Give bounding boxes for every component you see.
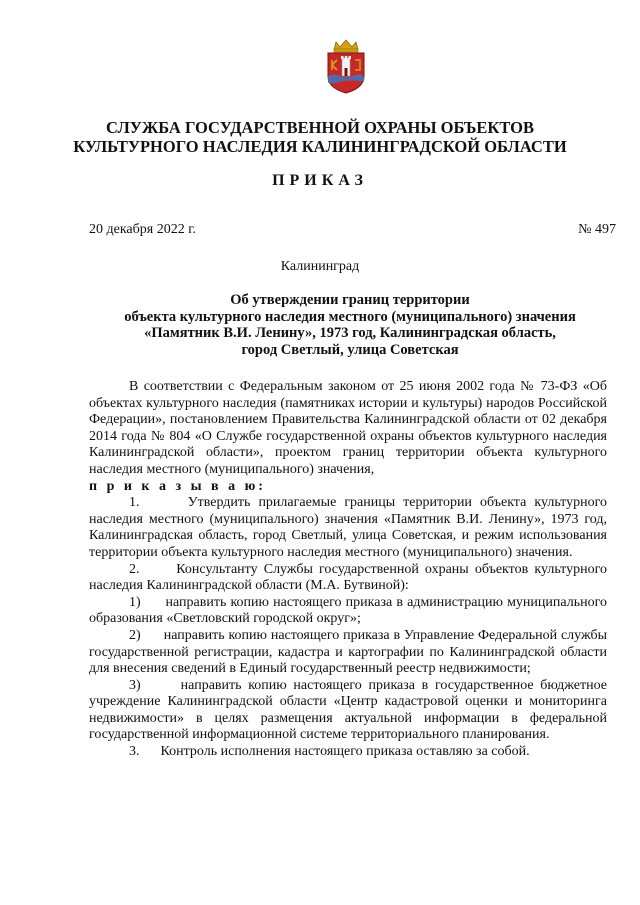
order-item: 1. Утвердить прилагаемые границы территории объекта культурного наследия местного (муниципального) значения «Памятник В.И. Ленину», 1973 год, Калининградская область, город Светлый, улица Советская, и режим использования территории объекта культурного наследия местного (муниципального) значения. xyxy=(89,495,607,560)
kaliningrad-coat-of-arms-icon xyxy=(322,38,370,94)
subject-line: Об утверждении границ территории xyxy=(230,292,470,308)
order-item: 2. Консультанту Службы государственной охраны объектов культурного наследия Калининградской области (М.А. Бутвиной): xyxy=(89,561,607,594)
document-subject xyxy=(100,292,600,358)
document-body xyxy=(89,379,607,761)
document-number: № 497 xyxy=(578,222,616,237)
agency-name-line1: СЛУЖБА ГОСУДАРСТВЕННОЙ ОХРАНЫ ОБЪЕКТОВ xyxy=(105,118,534,137)
preamble-paragraph xyxy=(89,379,607,479)
order-subitem: 3) направить копию настоящего приказа в государственное бюджетное учреждение Калининградской области «Центр кадастровой оценки и мониторинга недвижимости» в целях размещения актуальной информации в федеральной государственной информационной системе территориального планирования. xyxy=(89,677,607,743)
order-word: п р и к а з ы в а ю: xyxy=(89,478,266,494)
subject-line: объекта культурного наследия местного (муниципального) значения xyxy=(124,308,576,325)
order-subitem: 2) направить копию настоящего приказа в Управление Федеральной службы государственной регистрации, кадастра и картографии по Калининградской области для внесения сведений в Единый государственный реестр недвижимости; xyxy=(89,627,607,677)
order-subitem: 1) направить копию настоящего приказа в администрацию муниципального образования «Светловский городской округ»; xyxy=(89,594,607,627)
preamble-text: В соответствии с Федеральным законом от 25 июня 2002 года № 73-ФЗ «Об объектах культурного наследия (памятниках истории и культуры) народов Российской Федерации», постановлением Правительства Калининградской области от 02 декабря 2014 года № 804 «О Службе государственной охраны объектов культурного наследия Калининградской области», проектом границ территории объекта культурного наследия местного (муниципального) значения, xyxy=(89,379,607,477)
document-type: ПРИКАЗ xyxy=(272,172,368,189)
agency-name-line2: КУЛЬТУРНОГО НАСЛЕДИЯ КАЛИНИНГРАДСКОЙ ОБЛАСТИ xyxy=(73,137,567,156)
subject-line: город Светлый, улица Советская xyxy=(241,341,459,358)
order-item: 3. Контроль исполнения настоящего приказа оставляю за собой. xyxy=(129,744,530,760)
order-word-paragraph xyxy=(89,479,607,496)
subject-line: «Памятник В.И. Ленину», 1973 год, Калининградская область, xyxy=(144,325,556,341)
document-city: Калининград xyxy=(280,259,360,274)
document-date: 20 декабря 2022 г. xyxy=(89,222,196,237)
